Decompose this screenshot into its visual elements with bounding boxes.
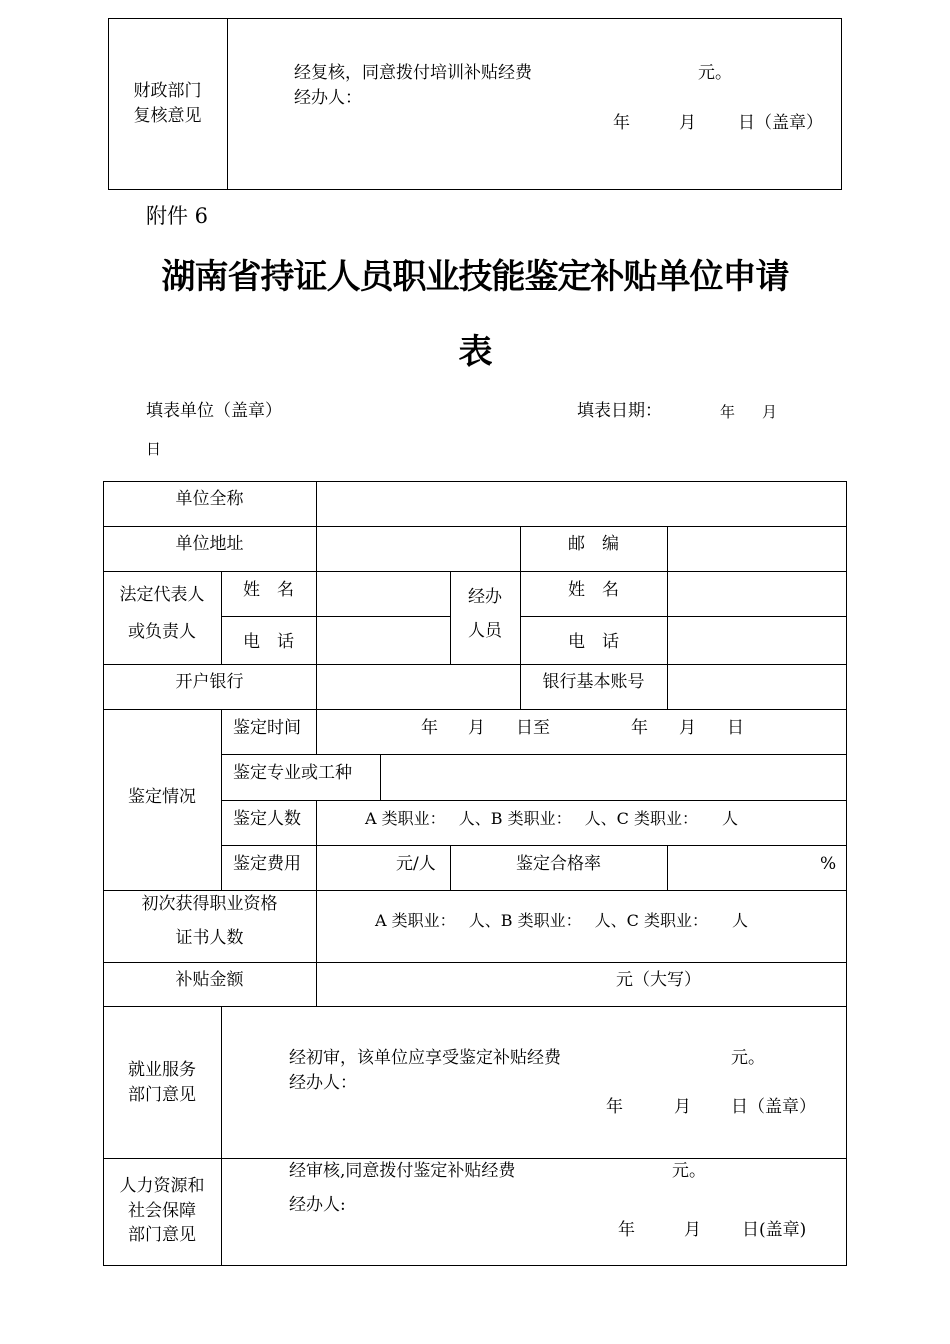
finance-handler: 经办人：	[294, 88, 362, 108]
hr-handler: 经办人:	[289, 1195, 346, 1215]
time-to-yue: 月	[679, 718, 696, 738]
employment-opinion: 经初审，该单位应享受鉴定补贴经费	[289, 1048, 561, 1068]
hr-opinion: 经审核,同意拨付鉴定补贴经费	[289, 1161, 516, 1181]
row-line	[103, 571, 847, 572]
col-line	[316, 800, 317, 890]
postcode-label: 邮 编	[568, 534, 619, 554]
fill-date-label: 填表日期：	[577, 401, 662, 421]
time-from-ri: 日至	[516, 718, 550, 738]
employment-label-line2: 部门意见	[128, 1085, 196, 1105]
row-line	[520, 616, 847, 617]
hr-yue: 月	[684, 1220, 701, 1240]
handler-name-label: 姓 名	[568, 580, 619, 600]
fill-date-yue: 月	[762, 403, 778, 421]
finance-label-line1: 财政部门	[133, 81, 202, 101]
specialty-label: 鉴定专业或工种	[233, 763, 352, 783]
row-line	[221, 800, 847, 801]
row-line	[221, 616, 450, 617]
hr-yuan: 元。	[672, 1161, 706, 1181]
finance-yuan: 元。	[698, 63, 732, 83]
bank-label: 开户银行	[175, 672, 244, 692]
handler-label-line2: 人员	[468, 621, 502, 641]
employment-label-line1: 就业服务	[128, 1060, 196, 1080]
fee-label: 鉴定费用	[233, 854, 301, 874]
hr-label-line2: 社会保障	[128, 1201, 196, 1221]
col-line	[316, 481, 317, 664]
legal-rep-label-line1: 法定代表人	[119, 585, 205, 605]
col-line	[221, 709, 222, 890]
col-line	[667, 526, 668, 709]
hr-label-line1: 人力资源和	[119, 1176, 205, 1196]
handler-phone-label: 电 话	[568, 632, 619, 652]
row-line	[221, 754, 847, 755]
finance-yue: 月	[679, 113, 696, 133]
finance-nian: 年	[613, 113, 630, 133]
time-to-nian: 年	[631, 718, 648, 738]
page-title-line2: 表	[458, 332, 492, 372]
appraisal-label: 鉴定情况	[128, 787, 196, 807]
time-from-yue: 月	[468, 718, 485, 738]
unit-address-label: 单位地址	[175, 534, 244, 554]
col-line	[450, 571, 451, 664]
unit-name-label: 单位全称	[175, 489, 244, 509]
row-line	[103, 1158, 847, 1159]
time-from-nian: 年	[421, 718, 438, 738]
row-line	[103, 962, 847, 963]
row-line	[103, 890, 847, 891]
legal-rep-name-label: 姓 名	[243, 580, 294, 600]
row-line	[103, 664, 847, 665]
col-line	[316, 890, 317, 1006]
col-line	[316, 709, 317, 754]
legal-rep-phone-label: 电 话	[243, 632, 294, 652]
handler-label-line1: 经办	[468, 587, 502, 607]
page-title-line1: 湖南省持证人员职业技能鉴定补贴单位申请	[161, 257, 789, 297]
employment-yuan: 元。	[731, 1048, 765, 1068]
attachment-label: 附件 6	[146, 204, 209, 228]
row-line	[103, 1006, 847, 1007]
fee-unit: 元/人	[396, 854, 436, 874]
time-to-ri: 日	[727, 718, 744, 738]
employment-ri-seal: 日（盖章）	[731, 1097, 816, 1117]
finance-label-line2: 复核意见	[133, 106, 202, 126]
top-table	[108, 18, 842, 190]
row-line	[221, 845, 847, 846]
col-line	[667, 845, 668, 890]
subsidy-value: 元（大写）	[616, 970, 701, 990]
count-label: 鉴定人数	[233, 809, 301, 829]
hr-label-line3: 部门意见	[128, 1225, 196, 1245]
row-line	[103, 709, 847, 710]
pass-rate-label: 鉴定合格率	[516, 854, 601, 874]
subsidy-label: 补贴金额	[175, 970, 244, 990]
finance-ri-seal: 日（盖章）	[738, 113, 823, 133]
first-cert-label-line1: 初次获得职业资格	[141, 894, 278, 914]
time-label: 鉴定时间	[233, 718, 301, 738]
col-line	[380, 754, 381, 800]
fill-date-nian: 年	[720, 403, 736, 421]
employment-yue: 月	[674, 1097, 691, 1117]
employment-handler: 经办人：	[289, 1073, 357, 1093]
finance-opinion: 经复核，同意拨付培训补贴经费	[294, 63, 532, 83]
col-line	[316, 664, 317, 709]
legal-rep-label-line2: 或负责人	[128, 622, 196, 642]
top-table-divider	[227, 18, 228, 190]
percent-sign: %	[820, 854, 837, 874]
count-value: A 类职业： 人、B 类职业： 人、C 类职业： 人	[365, 809, 738, 828]
fill-unit-label: 填表单位（盖章）	[146, 401, 282, 421]
hr-ri-seal: 日(盖章)	[742, 1220, 807, 1240]
first-cert-label-line2: 证书人数	[175, 928, 244, 948]
col-line	[221, 1006, 222, 1266]
hr-nian: 年	[618, 1220, 635, 1240]
employment-nian: 年	[606, 1097, 623, 1117]
fill-date-ri: 日	[146, 440, 162, 458]
account-label: 银行基本账号	[542, 672, 645, 692]
row-line	[103, 526, 847, 527]
first-cert-value: A 类职业： 人、B 类职业： 人、C 类职业： 人	[375, 911, 748, 930]
